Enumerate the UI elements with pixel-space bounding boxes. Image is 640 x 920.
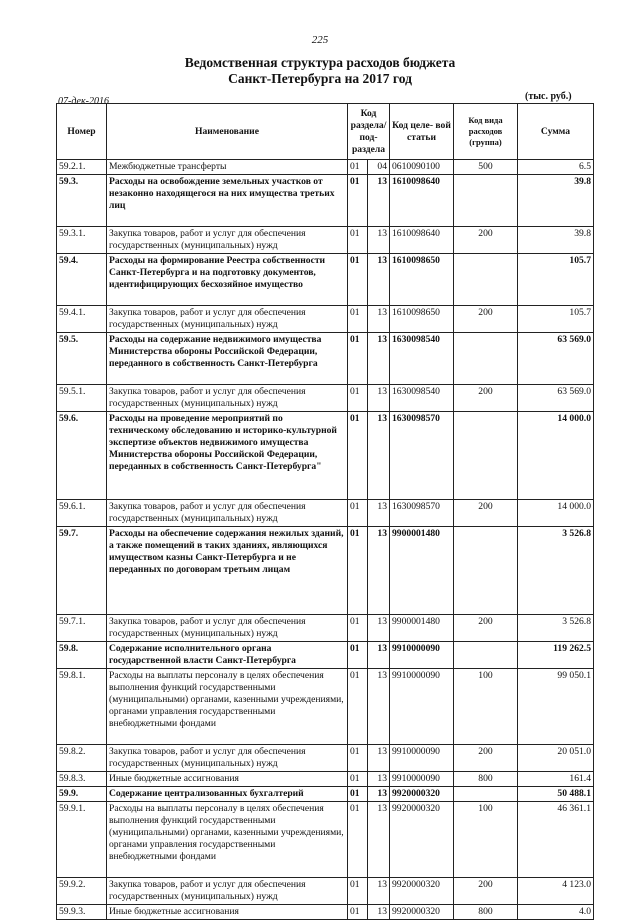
- row-expense-type: 800: [454, 905, 518, 920]
- row-section: 01: [348, 669, 368, 745]
- row-number: 59.5.1.: [57, 385, 107, 412]
- table-row: [57, 669, 594, 745]
- document-title: [0, 55, 640, 87]
- row-target-code: 9920000320: [390, 787, 454, 802]
- row-amount: 14 000.0: [518, 500, 594, 527]
- header-name: Наименование: [107, 104, 348, 160]
- table-row: [57, 787, 594, 802]
- row-amount: 39.8: [518, 227, 594, 254]
- row-target-code: 9910000090: [390, 642, 454, 669]
- row-subsection: 13: [368, 333, 390, 385]
- row-section: 01: [348, 527, 368, 615]
- row-name: Закупка товаров, работ и услуг для обеспечения государственных (муниципальных) нужд: [107, 745, 348, 772]
- row-section: 01: [348, 905, 368, 920]
- row-name: Расходы на выплаты персоналу в целях обеспечения выполнения функций государственными (муниципальными) органами, казенными учреждениями, органами управления государственными внебюджетными фондами: [107, 802, 348, 878]
- row-expense-type: [454, 175, 518, 227]
- row-number: 59.8.1.: [57, 669, 107, 745]
- row-expense-type: [454, 787, 518, 802]
- row-name: Расходы на обеспечение содержания нежилых зданий, а также помещений в таких зданиях, являющихся имуществом казны Санкт-Петербурга и не переданных по договорам третьим лицам: [107, 527, 348, 615]
- row-target-code: 1610098640: [390, 175, 454, 227]
- row-target-code: 1630098540: [390, 385, 454, 412]
- row-section: 01: [348, 878, 368, 905]
- row-subsection: 13: [368, 905, 390, 920]
- row-target-code: 1610098650: [390, 254, 454, 306]
- row-section: 01: [348, 787, 368, 802]
- table-row: [57, 160, 594, 175]
- row-number: 59.6.: [57, 412, 107, 500]
- table-row: [57, 500, 594, 527]
- row-target-code: 9920000320: [390, 905, 454, 920]
- row-number: 59.3.: [57, 175, 107, 227]
- row-amount: 14 000.0: [518, 412, 594, 500]
- row-number: 59.9.1.: [57, 802, 107, 878]
- row-amount: 119 262.5: [518, 642, 594, 669]
- row-target-code: 9900001480: [390, 615, 454, 642]
- row-number: 59.3.1.: [57, 227, 107, 254]
- row-amount: 4 123.0: [518, 878, 594, 905]
- row-amount: 50 488.1: [518, 787, 594, 802]
- row-section: 01: [348, 306, 368, 333]
- header-target: Код целе- вой статьи: [390, 104, 454, 160]
- row-subsection: 13: [368, 385, 390, 412]
- row-target-code: 9910000090: [390, 669, 454, 745]
- row-expense-type: 100: [454, 669, 518, 745]
- row-expense-type: 200: [454, 500, 518, 527]
- row-section: 01: [348, 254, 368, 306]
- row-name: Закупка товаров, работ и услуг для обеспечения государственных (муниципальных) нужд: [107, 500, 348, 527]
- row-target-code: 1630098570: [390, 500, 454, 527]
- row-section: 01: [348, 412, 368, 500]
- row-amount: 4.0: [518, 905, 594, 920]
- row-name: Иные бюджетные ассигнования: [107, 772, 348, 787]
- row-section: 01: [348, 333, 368, 385]
- row-section: 01: [348, 772, 368, 787]
- row-expense-type: [454, 333, 518, 385]
- row-amount: 46 361.1: [518, 802, 594, 878]
- row-amount: 99 050.1: [518, 669, 594, 745]
- row-target-code: 9920000320: [390, 802, 454, 878]
- row-target-code: 1630098570: [390, 412, 454, 500]
- row-subsection: 13: [368, 642, 390, 669]
- row-expense-type: 200: [454, 878, 518, 905]
- row-section: 01: [348, 802, 368, 878]
- table-row: [57, 227, 594, 254]
- row-number: 59.9.2.: [57, 878, 107, 905]
- row-number: 59.7.1.: [57, 615, 107, 642]
- row-subsection: 13: [368, 500, 390, 527]
- row-name: Закупка товаров, работ и услуг для обеспечения государственных (муниципальных) нужд: [107, 385, 348, 412]
- row-subsection: 13: [368, 772, 390, 787]
- row-name: Расходы на формирование Реестра собственности Санкт-Петербурга и на подготовку документов, идентифицирующих бесхозяйное имущество: [107, 254, 348, 306]
- table-row: [57, 745, 594, 772]
- header-expense-type: Код вида расходов (группа): [454, 104, 518, 160]
- row-subsection: 13: [368, 669, 390, 745]
- table-body: [57, 160, 594, 920]
- row-section: 01: [348, 175, 368, 227]
- row-target-code: 1610098640: [390, 227, 454, 254]
- row-subsection: 13: [368, 787, 390, 802]
- row-number: 59.5.: [57, 333, 107, 385]
- row-name: Закупка товаров, работ и услуг для обеспечения государственных (муниципальных) нужд: [107, 878, 348, 905]
- row-amount: 63 569.0: [518, 333, 594, 385]
- row-section: 01: [348, 500, 368, 527]
- units-label: (тыс. руб.): [525, 91, 572, 102]
- table-row: [57, 772, 594, 787]
- row-number: 59.9.3.: [57, 905, 107, 920]
- row-target-code: 1630098540: [390, 333, 454, 385]
- row-target-code: 9900001480: [390, 527, 454, 615]
- row-name: Расходы на освобождение земельных участков от незаконно находящегося на них имущества третьих лиц: [107, 175, 348, 227]
- header-section: Код раздела/ под- раздела: [348, 104, 390, 160]
- row-expense-type: [454, 642, 518, 669]
- row-number: 59.9.: [57, 787, 107, 802]
- row-expense-type: [454, 527, 518, 615]
- row-name: Расходы на проведение мероприятий по техническому обследованию и историко-культурной экспертизе объектов недвижимого имущества Министерства обороны Российской Федерации, переданных в собственность Санкт-Петербурга": [107, 412, 348, 500]
- row-target-code: 0610090100: [390, 160, 454, 175]
- row-number: 59.7.: [57, 527, 107, 615]
- row-amount: 3 526.8: [518, 527, 594, 615]
- row-expense-type: 800: [454, 772, 518, 787]
- table-row: [57, 412, 594, 500]
- row-subsection: 13: [368, 175, 390, 227]
- table-row: [57, 254, 594, 306]
- row-number: 59.4.: [57, 254, 107, 306]
- row-subsection: 13: [368, 412, 390, 500]
- budget-table: [56, 103, 594, 920]
- header-amount: Сумма: [518, 104, 594, 160]
- title-line-2: Санкт-Петербурга на 2017 год: [228, 71, 412, 86]
- row-name: Расходы на выплаты персоналу в целях обеспечения выполнения функций государственными (муниципальными) органами, казенными учреждениями, органами управления государственными внебюджетными фондами: [107, 669, 348, 745]
- row-subsection: 13: [368, 227, 390, 254]
- row-section: 01: [348, 745, 368, 772]
- header-number: Номер: [57, 104, 107, 160]
- table-row: [57, 905, 594, 920]
- row-subsection: 04: [368, 160, 390, 175]
- table-row: [57, 385, 594, 412]
- row-name: Межбюджетные трансферты: [107, 160, 348, 175]
- row-expense-type: 200: [454, 615, 518, 642]
- row-section: 01: [348, 227, 368, 254]
- row-subsection: 13: [368, 254, 390, 306]
- row-amount: 3 526.8: [518, 615, 594, 642]
- table-row: [57, 333, 594, 385]
- row-amount: 6.5: [518, 160, 594, 175]
- row-subsection: 13: [368, 878, 390, 905]
- table-row: [57, 615, 594, 642]
- title-line-1: Ведомственная структура расходов бюджета: [184, 55, 456, 70]
- row-section: 01: [348, 385, 368, 412]
- row-expense-type: 100: [454, 802, 518, 878]
- row-amount: 39.8: [518, 175, 594, 227]
- table-row: [57, 175, 594, 227]
- document-date: 07-дек-2016: [58, 96, 109, 107]
- row-expense-type: [454, 254, 518, 306]
- row-target-code: 1610098650: [390, 306, 454, 333]
- table-row: [57, 878, 594, 905]
- row-target-code: 9920000320: [390, 878, 454, 905]
- row-number: 59.8.3.: [57, 772, 107, 787]
- row-target-code: 9910000090: [390, 745, 454, 772]
- row-expense-type: 200: [454, 745, 518, 772]
- row-subsection: 13: [368, 745, 390, 772]
- row-name: Содержание централизованных бухгалтерий: [107, 787, 348, 802]
- row-section: 01: [348, 642, 368, 669]
- row-name: Иные бюджетные ассигнования: [107, 905, 348, 920]
- row-amount: 20 051.0: [518, 745, 594, 772]
- row-expense-type: 200: [454, 385, 518, 412]
- row-expense-type: 200: [454, 306, 518, 333]
- row-name: Закупка товаров, работ и услуг для обеспечения государственных (муниципальных) нужд: [107, 306, 348, 333]
- row-amount: 161.4: [518, 772, 594, 787]
- row-number: 59.6.1.: [57, 500, 107, 527]
- row-name: Расходы на содержание недвижимого имущества Министерства обороны Российской Федерации, переданного в собственность Санкт-Петербурга: [107, 333, 348, 385]
- page-number: 225: [311, 34, 329, 46]
- row-expense-type: 200: [454, 227, 518, 254]
- row-target-code: 9910000090: [390, 772, 454, 787]
- row-subsection: 13: [368, 615, 390, 642]
- row-subsection: 13: [368, 527, 390, 615]
- row-amount: 105.7: [518, 254, 594, 306]
- row-amount: 105.7: [518, 306, 594, 333]
- table-row: [57, 527, 594, 615]
- table-row: [57, 802, 594, 878]
- row-section: 01: [348, 160, 368, 175]
- row-number: 59.8.: [57, 642, 107, 669]
- row-amount: 63 569.0: [518, 385, 594, 412]
- row-name: Содержание исполнительного органа государственной власти Санкт-Петербурга: [107, 642, 348, 669]
- row-expense-type: [454, 412, 518, 500]
- row-name: Закупка товаров, работ и услуг для обеспечения государственных (муниципальных) нужд: [107, 227, 348, 254]
- table-row: [57, 306, 594, 333]
- row-subsection: 13: [368, 802, 390, 878]
- row-number: 59.4.1.: [57, 306, 107, 333]
- table-row: [57, 642, 594, 669]
- row-section: 01: [348, 615, 368, 642]
- row-number: 59.8.2.: [57, 745, 107, 772]
- row-expense-type: 500: [454, 160, 518, 175]
- row-subsection: 13: [368, 306, 390, 333]
- row-number: 59.2.1.: [57, 160, 107, 175]
- row-name: Закупка товаров, работ и услуг для обеспечения государственных (муниципальных) нужд: [107, 615, 348, 642]
